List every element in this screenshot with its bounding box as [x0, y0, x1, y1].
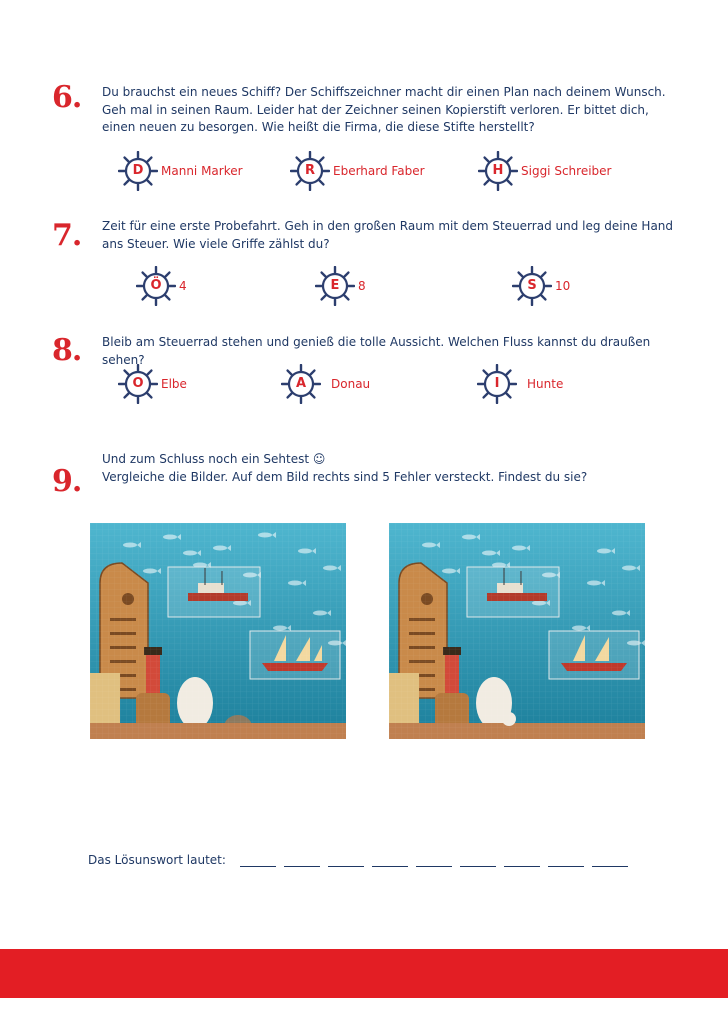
option-8c[interactable]	[477, 364, 563, 404]
question-8-text: Bleib am Steuerrad stehen und genieß die tolle Aussicht. Welchen Fluss kannst du draußen sehen?	[102, 335, 651, 367]
solution-blank[interactable]	[592, 866, 628, 867]
option-label: 4	[179, 279, 187, 293]
photo-left	[90, 523, 346, 739]
solution-blank[interactable]	[416, 866, 452, 867]
ships-wheel-icon	[512, 266, 552, 306]
ships-wheel-icon	[290, 151, 330, 191]
option-letter: O	[132, 376, 144, 391]
option-letter: E	[330, 278, 340, 293]
ships-wheel-icon	[281, 364, 321, 404]
question-number-6: 6.	[52, 80, 82, 115]
option-label: Manni Marker	[161, 164, 243, 178]
solution-blank[interactable]	[240, 866, 276, 867]
option-7b[interactable]	[315, 266, 366, 306]
option-label: Donau	[331, 377, 371, 391]
ships-wheel-icon	[118, 151, 158, 191]
option-letter: H	[492, 163, 504, 178]
option-7c[interactable]	[512, 266, 570, 306]
solution-blank[interactable]	[548, 866, 584, 867]
ships-wheel-icon	[477, 364, 517, 404]
solution-blanks[interactable]	[240, 866, 636, 867]
solution-label: Das Lösunswort lautet:	[88, 853, 226, 867]
solution-blank[interactable]	[460, 866, 496, 867]
solution-blank[interactable]	[328, 866, 364, 867]
ships-wheel-icon	[118, 364, 158, 404]
option-7a[interactable]	[136, 266, 187, 306]
solution-blank[interactable]	[372, 866, 408, 867]
option-letter: Ö	[150, 278, 162, 293]
option-label: Elbe	[161, 377, 187, 391]
option-6a[interactable]	[118, 151, 243, 191]
solution-blank[interactable]	[284, 866, 320, 867]
option-letter: R	[304, 163, 315, 178]
option-8b[interactable]	[281, 364, 370, 404]
option-6b[interactable]	[290, 151, 425, 191]
question-number-8: 8.	[52, 333, 82, 368]
option-label: Hunte	[527, 377, 564, 391]
photo-right	[389, 523, 645, 739]
question-6-text: Du brauchst ein neues Schiff? Der Schiffszeichner macht dir einen Plan nach deinem Wunsch. Geh mal in seinen Raum. Leider hat der Zeichner seinen Kopierstift verloren. Er bittet dich, einen neuen zu besorgen. Wie heißt die Firma, die diese Stifte herstellt?	[102, 85, 666, 134]
ships-wheel-icon	[136, 266, 176, 306]
option-label: Eberhard Faber	[333, 164, 425, 178]
option-6c[interactable]	[478, 151, 611, 191]
option-label: Siggi Schreiber	[521, 164, 612, 178]
option-label: 8	[358, 279, 366, 293]
option-label: 10	[555, 279, 571, 293]
solution-blank[interactable]	[504, 866, 540, 867]
ships-wheel-icon	[478, 151, 518, 191]
question-9-line2: Vergleiche die Bilder. Auf dem Bild rechts sind 5 Fehler versteckt. Findest du sie?	[102, 470, 588, 484]
option-8a[interactable]	[118, 364, 187, 404]
question-number-9: 9.	[52, 464, 82, 499]
question-7-text: Zeit für eine erste Probefahrt. Geh in den großen Raum mit dem Steuerrad und leg deine Hand ans Steuer. Wie viele Griffe zählst du?	[102, 219, 674, 251]
option-letter: I	[494, 376, 500, 391]
option-letter: S	[527, 278, 537, 293]
question-9-line1: Und zum Schluss noch ein Sehtest ☺	[102, 452, 326, 466]
question-number-7: 7.	[52, 218, 82, 253]
option-letter: D	[132, 163, 144, 178]
option-letter: A	[295, 376, 307, 391]
ships-wheel-icon	[315, 266, 355, 306]
footer-bar	[0, 949, 728, 998]
